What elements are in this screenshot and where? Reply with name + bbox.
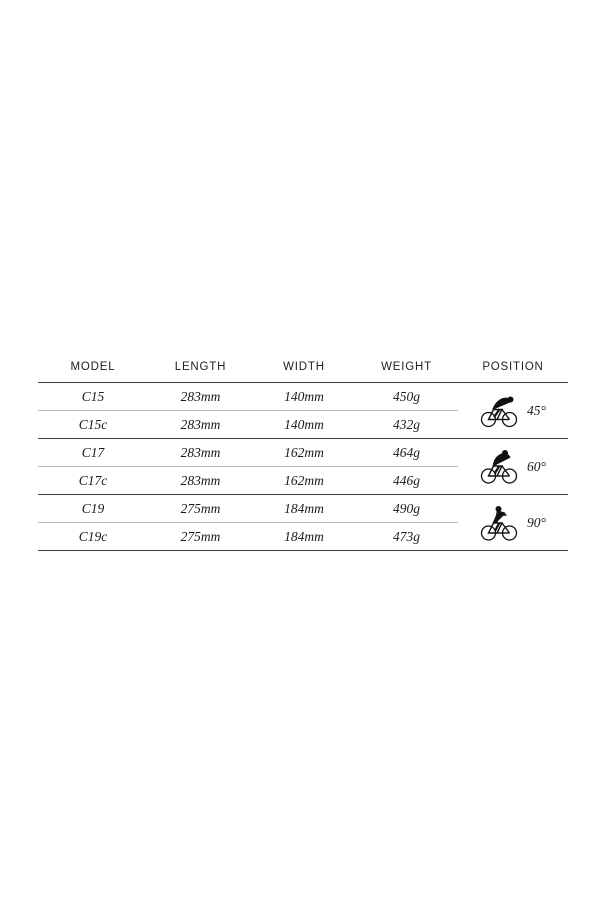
column-header-weight: WEIGHT xyxy=(355,352,458,383)
cell-model: C17 xyxy=(38,439,148,467)
cell-width: 184mm xyxy=(253,495,355,523)
cyclist-mid-icon xyxy=(480,449,518,485)
cell-length: 283mm xyxy=(148,467,253,495)
cyclist-upright-icon xyxy=(480,504,518,542)
column-header-length: LENGTH xyxy=(148,352,253,383)
column-header-model: MODEL xyxy=(38,352,148,383)
cell-weight: 450g xyxy=(355,383,458,411)
cell-width: 162mm xyxy=(253,467,355,495)
cell-weight: 490g xyxy=(355,495,458,523)
cell-length: 283mm xyxy=(148,383,253,411)
position-angle: 90° xyxy=(527,514,546,530)
cell-width: 162mm xyxy=(253,439,355,467)
cell-model: C19c xyxy=(38,523,148,551)
cell-position xyxy=(458,439,568,495)
cell-weight: 464g xyxy=(355,439,458,467)
specification-table-container xyxy=(38,352,568,551)
cell-position xyxy=(458,495,568,551)
position-angle: 60° xyxy=(527,458,546,474)
cell-weight: 446g xyxy=(355,467,458,495)
specification-table xyxy=(38,352,568,551)
cell-width: 140mm xyxy=(253,411,355,439)
cell-model: C15 xyxy=(38,383,148,411)
cell-weight: 432g xyxy=(355,411,458,439)
column-header-width: WIDTH xyxy=(253,352,355,383)
table-row xyxy=(38,439,568,467)
cell-model: C15c xyxy=(38,411,148,439)
cell-length: 283mm xyxy=(148,439,253,467)
cyclist-aero-icon xyxy=(480,394,518,428)
cell-weight: 473g xyxy=(355,523,458,551)
table-row xyxy=(38,383,568,411)
column-header-position: POSITION xyxy=(458,352,568,383)
cell-width: 140mm xyxy=(253,383,355,411)
position-angle: 45° xyxy=(527,402,546,418)
cell-position xyxy=(458,383,568,439)
cell-width: 184mm xyxy=(253,523,355,551)
cell-model: C19 xyxy=(38,495,148,523)
cell-length: 275mm xyxy=(148,495,253,523)
table-header-row xyxy=(38,352,568,383)
table-row xyxy=(38,495,568,523)
cell-length: 283mm xyxy=(148,411,253,439)
cell-model: C17c xyxy=(38,467,148,495)
cell-length: 275mm xyxy=(148,523,253,551)
